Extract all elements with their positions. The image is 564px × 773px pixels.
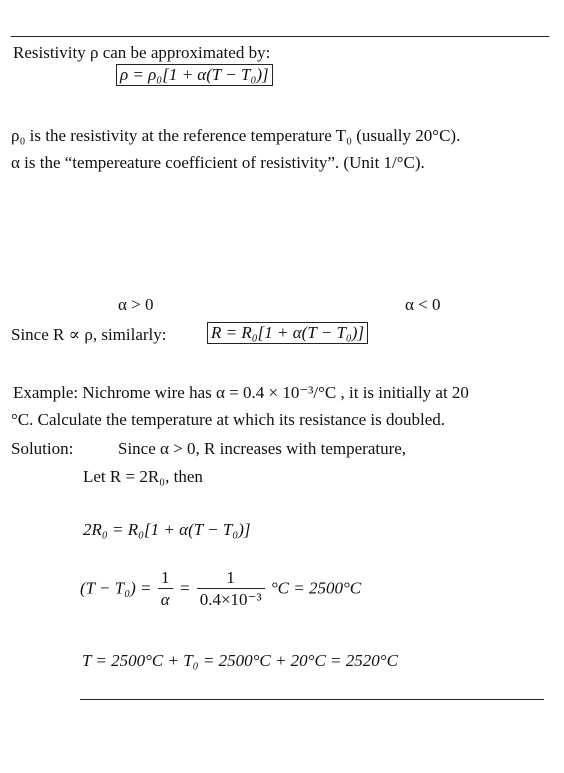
fraction-1-denominator: α [160,590,170,610]
fraction-2-denominator: 0.4×10⁻³ [199,590,262,610]
fraction-2-numerator: 1 [197,568,265,589]
equation-1: 2R₀ = R₀[1 + α(T − T₀)] [83,520,251,539]
fraction-1-numerator: 1 [158,568,173,589]
equation-2 [80,568,361,611]
solution-let: Let R = 2R₀, then [83,467,203,486]
equation-2-lhs: (T − T₀) = [80,578,152,598]
alpha-definition: α is the “tempereature coefficient of resistivity”. (Unit 1/°C). [11,153,425,172]
solution-text: Since α > 0, R increases with temperature, [118,439,407,458]
bottom-rule [80,699,544,700]
example-line-1: Example: Nichrome wire has α = 0.4 × 10⁻³/°C , it is initially at 20 [13,383,469,402]
rho0-definition: ρ₀ is the resistivity at the reference temperature T₀ (usually 20°C). [11,126,461,145]
resistance-formula [207,322,368,344]
equation-2-rhs: °C = 2500°C [270,578,362,598]
alpha-negative-label: α < 0 [405,295,441,314]
fraction-one-over-alpha [158,568,173,611]
fraction-one-over-coefficient [197,568,265,611]
equation-3: T = 2500°C + T₀ = 2500°C + 20°C = 2520°C [82,651,398,670]
top-rule [11,36,549,37]
resistance-formula-box: R = R₀[1 + α(T − T₀)] [207,322,368,344]
example-line-2: °C. Calculate the temperature at which its resistance is doubled. [11,410,446,429]
proportional-text: Since R ∝ ρ, similarly: [11,325,167,344]
alpha-positive-label: α > 0 [118,295,154,314]
resistivity-formula [116,64,273,86]
equation-2-equals: = [178,578,191,598]
resistivity-formula-box: ρ = ρ₀[1 + α(T − T₀)] [116,64,273,86]
intro-text: Resistivity ρ can be approximated by: [13,43,271,62]
solution-label: Solution: [11,439,74,458]
